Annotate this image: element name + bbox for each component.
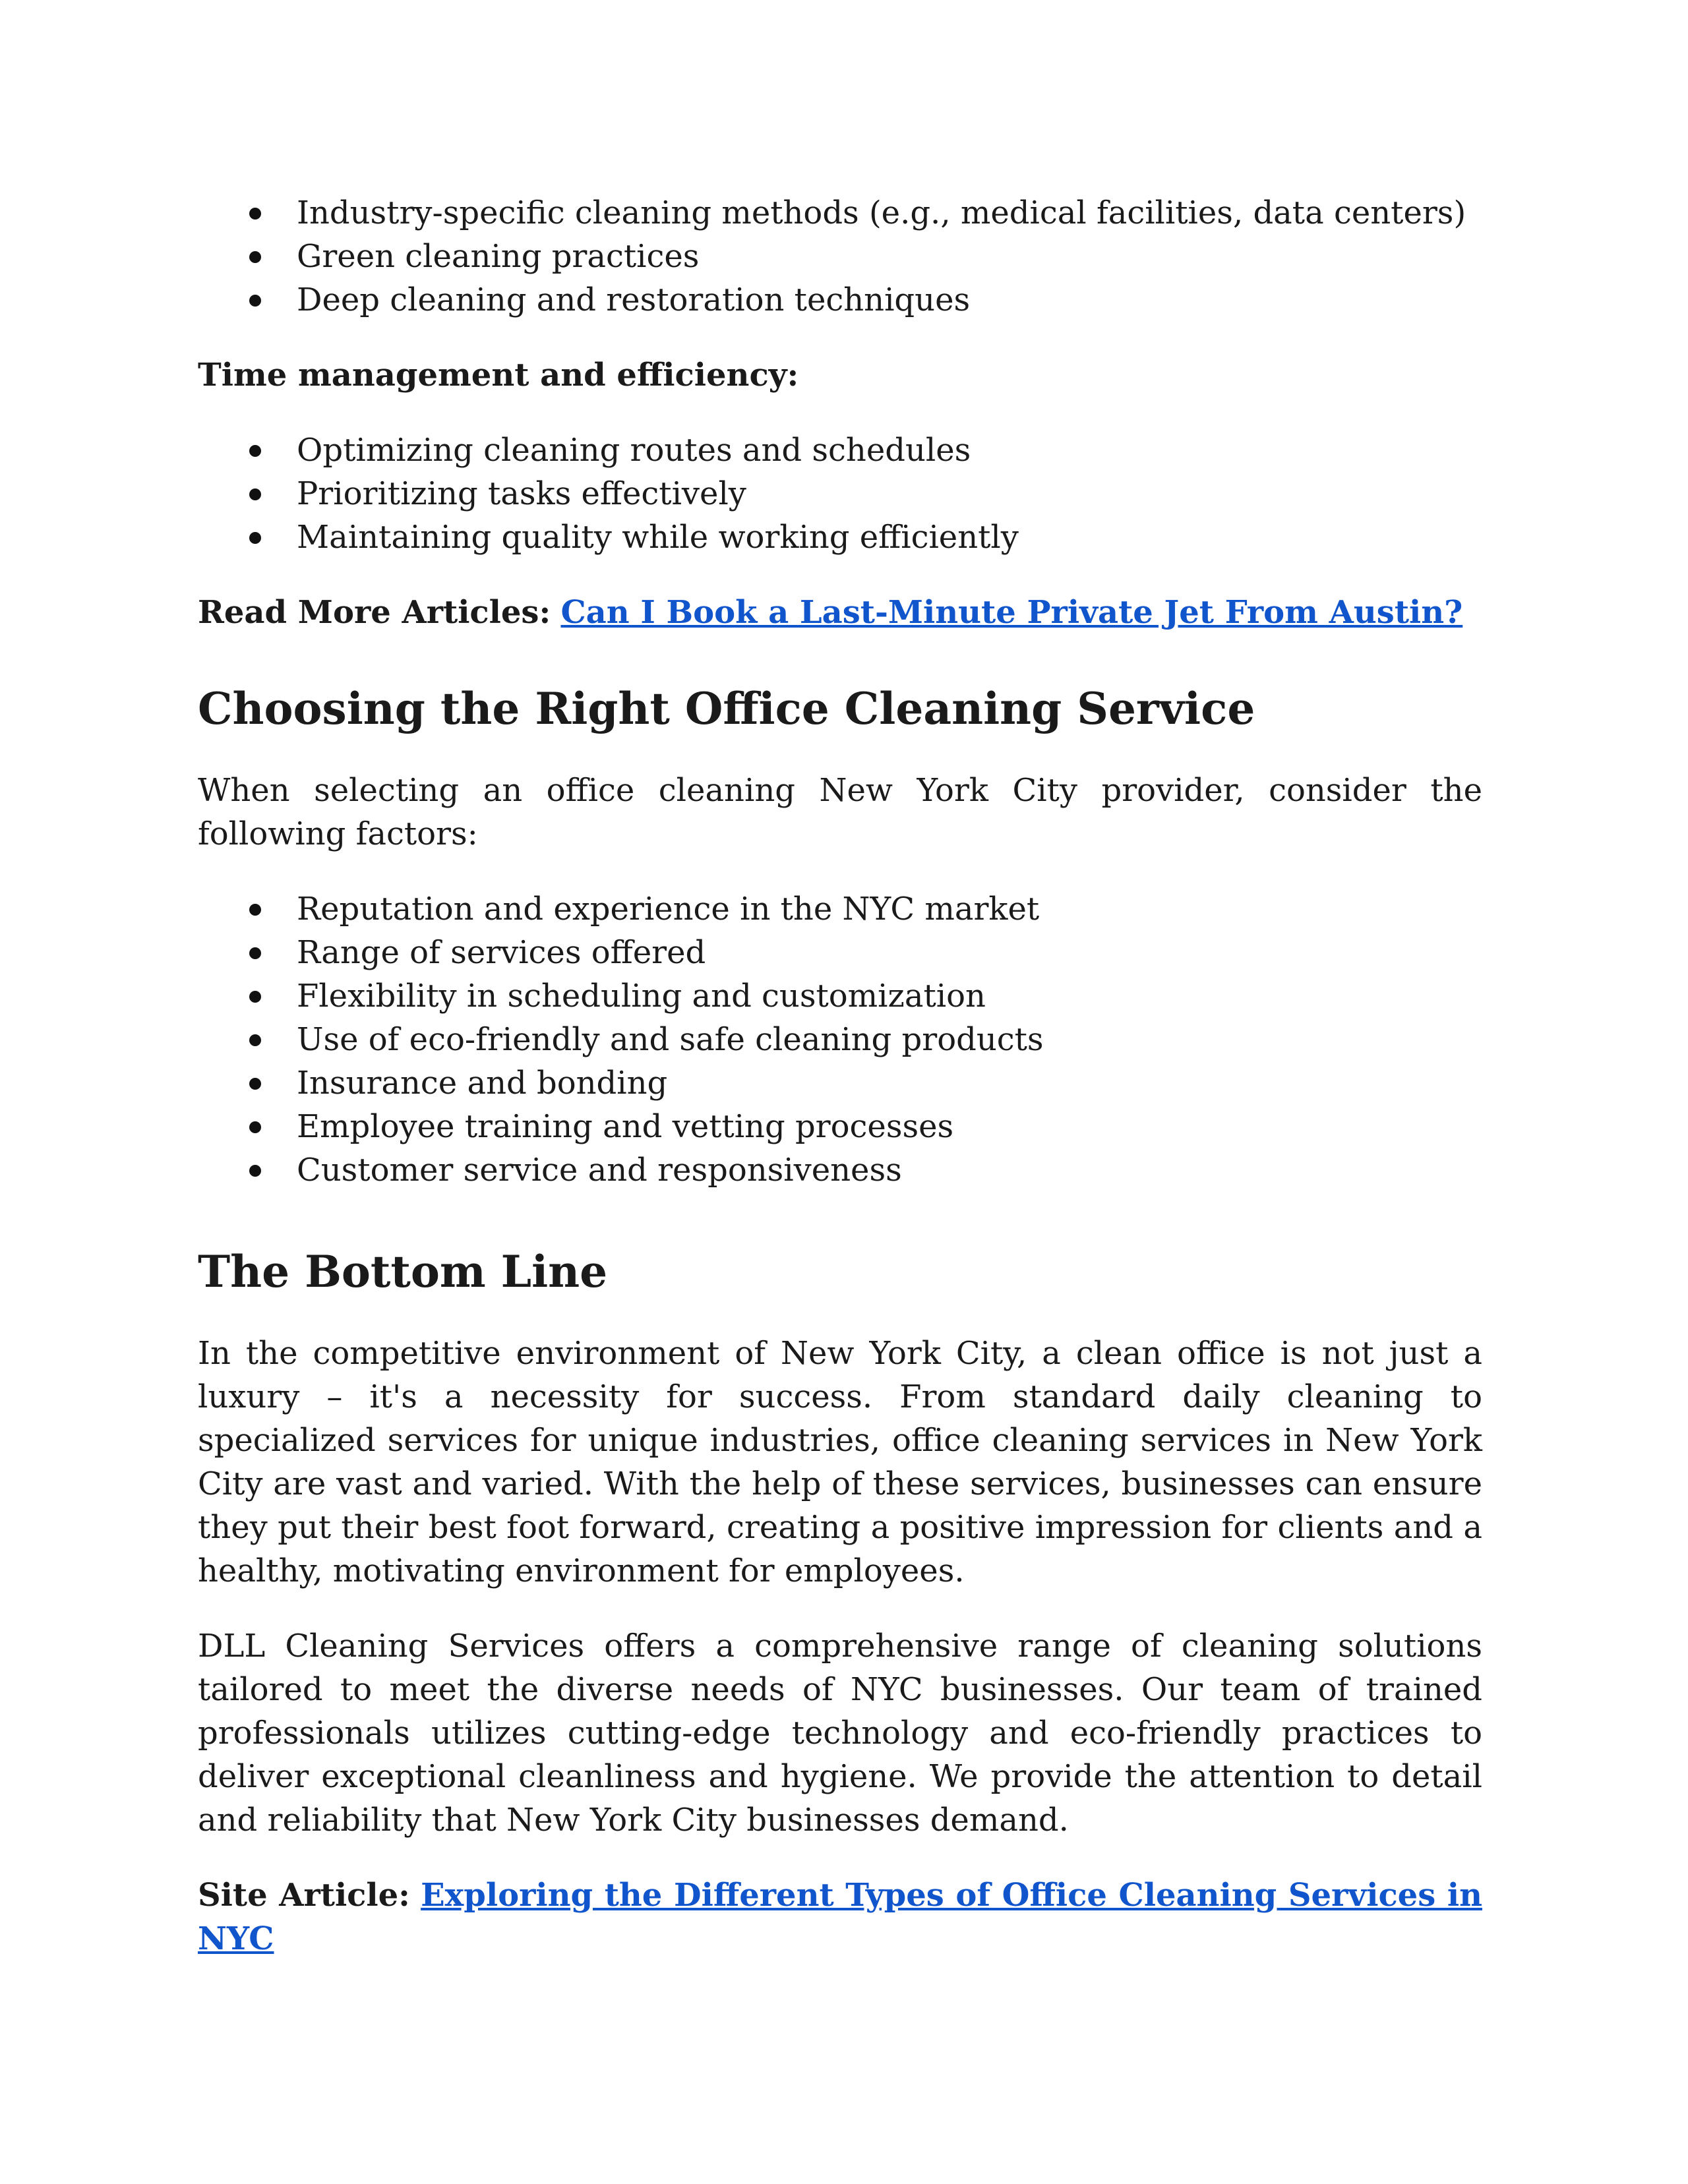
list-item [198, 887, 1482, 931]
document-page [198, 191, 1482, 1961]
bullet-icon [249, 208, 261, 220]
list-item [198, 1061, 1482, 1105]
bullet-icon [249, 1165, 261, 1177]
bullet-icon [249, 295, 261, 307]
list-item-text: Deep cleaning and restoration techniques [297, 281, 971, 318]
list-item [198, 472, 1482, 516]
bullet-icon [249, 532, 261, 544]
read-more-link[interactable]: Can I Book a Last-Minute Private Jet From Austin? [560, 594, 1463, 631]
list-item [198, 278, 1482, 322]
time-management-list [198, 428, 1482, 559]
bullet-icon [249, 488, 261, 500]
list-item-text: Green cleaning practices [297, 238, 700, 275]
list-item [198, 428, 1482, 472]
list-item [198, 191, 1482, 235]
bullet-icon [249, 991, 261, 1003]
bullet-icon [249, 1078, 261, 1090]
factors-list [198, 887, 1482, 1192]
list-item [198, 235, 1482, 278]
bullet-icon [249, 904, 261, 916]
list-item [198, 516, 1482, 559]
bullet-icon [249, 251, 261, 263]
list-item [198, 931, 1482, 974]
list-item [198, 1148, 1482, 1192]
site-article-line [198, 1874, 1482, 1961]
list-item [198, 974, 1482, 1018]
bottom-line-paragraph-1: In the competitive environment of New York City, a clean office is not just a luxury – it's a necessity for success. From standard daily cleaning to specialized services for unique industries, office cleaning services in New York City are vast and varied. With the help of these services, businesses can ensure they put their best foot forward, creating a positive impression for clients and a healthy, motivating environment for employees. [198, 1335, 1482, 1589]
list-item-text: Maintaining quality while working efficiently [297, 519, 1019, 556]
list-item [198, 1018, 1482, 1061]
list-item-text: Use of eco-friendly and safe cleaning products [297, 1021, 1044, 1058]
choosing-heading: Choosing the Right Office Cleaning Service [198, 683, 1255, 734]
list-item-text: Industry-specific cleaning methods (e.g., medical facilities, data centers) [297, 194, 1466, 231]
read-more-label: Read More Articles: [198, 594, 551, 631]
site-article-label: Site Article: [198, 1877, 410, 1914]
cleaning-methods-list [198, 191, 1482, 322]
choosing-intro: When selecting an office cleaning New York City provider, consider the following factors: [198, 772, 1482, 852]
bullet-icon [249, 445, 261, 457]
list-item-text: Prioritizing tasks effectively [297, 475, 746, 512]
list-item-text: Insurance and bonding [297, 1065, 668, 1102]
bottom-line-heading: The Bottom Line [198, 1246, 608, 1297]
list-item [198, 1105, 1482, 1148]
list-item-text: Customer service and responsiveness [297, 1152, 902, 1189]
list-item-text: Reputation and experience in the NYC market [297, 891, 1040, 928]
bullet-icon [249, 947, 261, 959]
list-item-text: Range of services offered [297, 934, 706, 971]
list-item-text: Optimizing cleaning routes and schedules [297, 432, 971, 469]
bullet-icon [249, 1121, 261, 1133]
list-item-text: Employee training and vetting processes [297, 1108, 954, 1145]
bottom-line-paragraph-2: DLL Cleaning Services offers a comprehensive range of cleaning solutions tailored to meet the diverse needs of NYC businesses. Our team of trained professionals utilizes cutting-edge technology and eco-friendly practices to deliver exceptional cleanliness and hygiene. We provide the attention to detail and reliability that New York City businesses demand. [198, 1628, 1482, 1839]
time-management-heading: Time management and efficiency: [198, 357, 799, 394]
bullet-icon [249, 1034, 261, 1046]
list-item-text: Flexibility in scheduling and customization [297, 978, 986, 1015]
site-article-link[interactable]: Exploring the Different Types of Office Cleaning Services in NYC [198, 1877, 1482, 1957]
read-more-line [198, 591, 1482, 634]
